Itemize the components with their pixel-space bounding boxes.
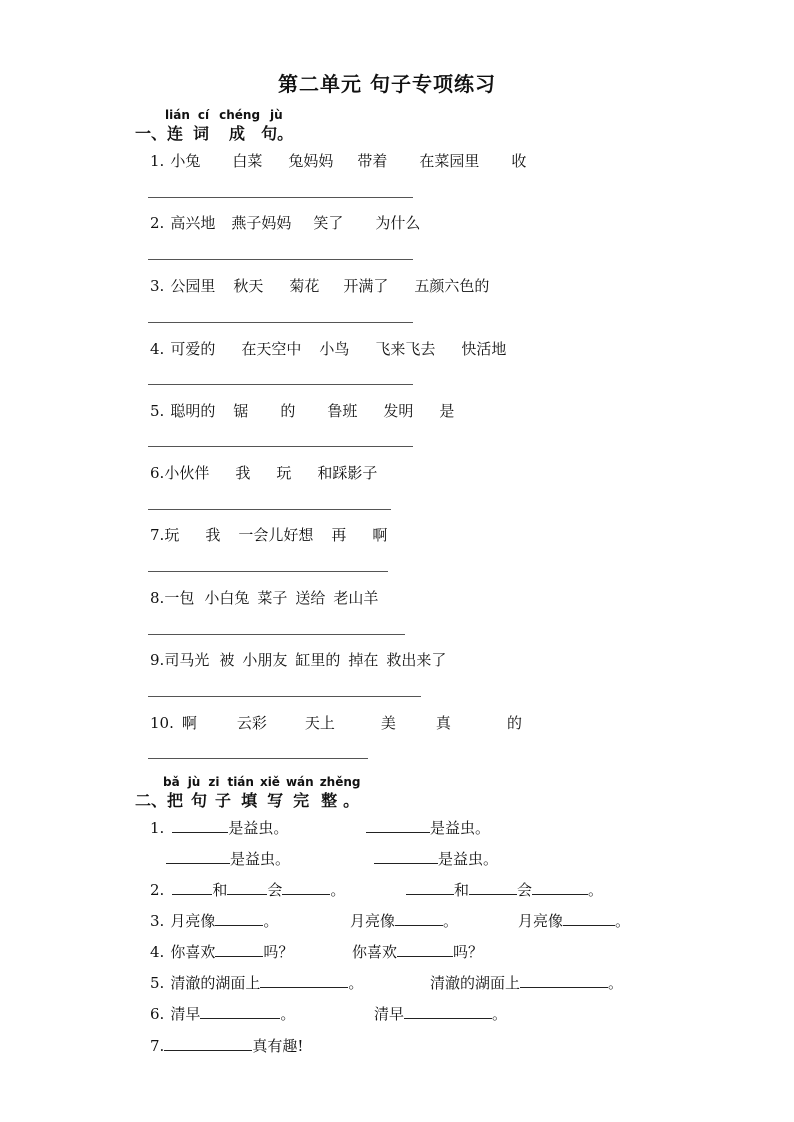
word: 是 — [439, 402, 455, 420]
fill-text: 会 — [267, 881, 283, 899]
word: 小朋友 — [242, 651, 288, 669]
word: 送给 — [295, 589, 326, 607]
fill-item — [374, 1003, 507, 1024]
word: 美 — [380, 714, 396, 732]
fill-item — [166, 848, 290, 869]
list-item — [150, 338, 506, 359]
pinyin-ba: bǎ — [163, 775, 180, 789]
item-number: 9. — [150, 651, 165, 669]
item-number: 4. — [150, 943, 165, 961]
word: 菜子 — [257, 589, 288, 607]
word: 兔妈妈 — [288, 152, 334, 170]
fill-text: 是益虫。 — [430, 819, 491, 837]
fill-text: 月亮像 — [170, 912, 216, 930]
word: 再 — [331, 526, 347, 544]
fill-text: 。 — [330, 881, 346, 899]
fill-text: 。 — [280, 1005, 296, 1023]
fill-text: 。 — [443, 912, 459, 930]
word: 啊 — [372, 526, 388, 544]
pinyin-xie: xiě — [259, 775, 280, 789]
list-item — [150, 150, 526, 171]
word: 飞来飞去 — [375, 340, 436, 358]
word: 缸里的 — [295, 651, 341, 669]
fill-text: 。 — [588, 881, 604, 899]
section1-number: 一、 — [135, 124, 168, 143]
word: 聪明的 — [170, 402, 216, 420]
word: 白菜 — [232, 152, 263, 170]
fill-item — [150, 1003, 295, 1024]
answer-line[interactable] — [148, 509, 391, 510]
word: 五颜六色的 — [414, 277, 490, 295]
fill-text: 月亮像 — [350, 912, 396, 930]
heading-char: 句 — [191, 791, 208, 810]
fill-blank[interactable] — [469, 879, 517, 895]
heading-char: 填 — [241, 791, 258, 810]
word: 开满了 — [343, 277, 389, 295]
fill-text: 吗？ — [453, 943, 484, 961]
heading-char: 写 — [267, 791, 284, 810]
fill-text: 清澈的湖面上 — [430, 974, 521, 992]
fill-item — [374, 848, 498, 869]
section1-heading — [135, 121, 293, 144]
word: 一会儿好想 — [238, 526, 314, 544]
pinyin-ci: cí — [197, 108, 210, 122]
fill-text: 和 — [454, 881, 470, 899]
pinyin-wan: wán — [285, 775, 314, 789]
pinyin-ju: jù — [187, 775, 201, 789]
word: 在天空中 — [241, 340, 302, 358]
word: 的 — [280, 402, 296, 420]
item-number: 6. — [150, 464, 165, 482]
word: 掉在 — [348, 651, 379, 669]
fill-blank[interactable] — [166, 848, 230, 864]
word: 小鸟 — [319, 340, 350, 358]
word: 天上 — [304, 714, 335, 732]
word: 小伙伴 — [164, 464, 210, 482]
answer-line[interactable] — [148, 446, 413, 447]
word: 公园里 — [170, 277, 216, 295]
fill-blank[interactable] — [282, 879, 330, 895]
fill-blank[interactable] — [374, 848, 438, 864]
fill-blank[interactable] — [260, 972, 348, 988]
list-item — [150, 587, 378, 608]
fill-item — [518, 910, 630, 931]
word: 老山羊 — [333, 589, 379, 607]
list-item — [150, 400, 454, 421]
fill-blank[interactable] — [532, 879, 588, 895]
list-item — [150, 524, 387, 545]
word: 玩 — [276, 464, 292, 482]
fill-text: 真有趣! — [252, 1037, 304, 1055]
list-item — [150, 212, 420, 233]
fill-blank[interactable] — [404, 1003, 492, 1019]
fill-text: 你喜欢 — [170, 943, 216, 961]
item-number: 5. — [150, 974, 165, 992]
word: 被 — [219, 651, 235, 669]
fill-item — [366, 817, 490, 838]
fill-text: 清早 — [170, 1005, 201, 1023]
fill-text: 。 — [608, 974, 624, 992]
item-number: 2. — [150, 881, 165, 899]
item-number: 1. — [150, 152, 165, 170]
word: 司马光 — [164, 651, 210, 669]
item-number: 3. — [150, 277, 165, 295]
fill-blank[interactable] — [172, 817, 228, 833]
word: 玩 — [164, 526, 180, 544]
fill-text: 月亮像 — [518, 912, 564, 930]
heading-char: 句 — [261, 124, 278, 143]
item-number: 3. — [150, 912, 165, 930]
list-item — [150, 462, 377, 483]
word: 的 — [506, 714, 522, 732]
pinyin-ju: jù — [270, 108, 283, 122]
fill-text: 是益虫。 — [230, 850, 291, 868]
word: 收 — [511, 152, 527, 170]
item-number: 8. — [150, 589, 165, 607]
section2-pinyin — [163, 775, 361, 789]
list-item — [150, 275, 489, 296]
fill-text: 吗？ — [263, 943, 294, 961]
fill-blank[interactable] — [215, 941, 263, 957]
pinyin-zheng: zhěng — [319, 775, 361, 789]
fill-text: 。 — [348, 974, 364, 992]
answer-line[interactable] — [148, 197, 413, 198]
word: 真 — [435, 714, 451, 732]
answer-line[interactable] — [148, 571, 388, 572]
fill-item — [150, 972, 363, 993]
fill-blank[interactable] — [520, 972, 608, 988]
fill-text: 。 — [263, 912, 279, 930]
word: 在菜园里 — [419, 152, 480, 170]
answer-line[interactable] — [148, 259, 413, 260]
answer-line[interactable] — [148, 384, 413, 385]
heading-char: 连 — [167, 124, 184, 143]
section1-pinyin — [165, 108, 283, 122]
item-number: 4. — [150, 340, 165, 358]
heading-char: 成 — [229, 124, 246, 143]
item-number: 1. — [150, 819, 165, 837]
page-title: 第二单元 句子专项练习 — [278, 72, 496, 96]
section2-heading — [135, 788, 359, 811]
fill-blank[interactable] — [172, 879, 212, 895]
fill-blank[interactable] — [366, 817, 430, 833]
fill-text: 是益虫。 — [438, 850, 499, 868]
list-item — [150, 649, 446, 670]
fill-item — [150, 1035, 303, 1056]
fill-blank[interactable] — [164, 1035, 252, 1051]
word: 和踩影子 — [317, 464, 378, 482]
fill-text: 和 — [212, 881, 228, 899]
answer-line[interactable] — [148, 696, 421, 697]
word: 我 — [205, 526, 221, 544]
word: 高兴地 — [170, 214, 216, 232]
heading-char: 整 — [321, 791, 338, 810]
word: 菊花 — [289, 277, 320, 295]
pinyin-tian: tián — [227, 775, 254, 789]
item-number: 7. — [150, 526, 165, 544]
heading-char: 把 — [167, 791, 184, 810]
fill-blank[interactable] — [227, 879, 267, 895]
answer-line[interactable] — [148, 322, 413, 323]
fill-item — [352, 941, 483, 962]
heading-char: 子 — [215, 791, 232, 810]
item-number: 7. — [150, 1037, 165, 1055]
word: 燕子妈妈 — [231, 214, 292, 232]
word: 秋天 — [233, 277, 264, 295]
pinyin-cheng: chéng — [219, 108, 261, 122]
word: 小兔 — [170, 152, 201, 170]
heading-char: 词 — [193, 124, 210, 143]
answer-line[interactable] — [148, 634, 405, 635]
fill-blank[interactable] — [200, 1003, 280, 1019]
item-number: 2. — [150, 214, 165, 232]
fill-text: 清早 — [374, 1005, 405, 1023]
fill-blank[interactable] — [215, 910, 263, 926]
word: 救出来了 — [386, 651, 447, 669]
fill-item — [406, 879, 603, 900]
word: 为什么 — [375, 214, 421, 232]
pinyin-zi: zi — [208, 775, 220, 789]
heading-char: 。 — [343, 791, 360, 810]
list-item — [150, 712, 522, 733]
item-number: 10. — [150, 714, 174, 732]
fill-item — [150, 910, 278, 931]
word: 带着 — [357, 152, 388, 170]
fill-item — [150, 941, 293, 962]
answer-line[interactable] — [148, 758, 368, 759]
fill-item — [430, 972, 623, 993]
word: 鲁班 — [327, 402, 358, 420]
fill-text: 清澈的湖面上 — [170, 974, 261, 992]
word: 可爱的 — [170, 340, 216, 358]
word: 笑了 — [313, 214, 344, 232]
fill-text: 。 — [492, 1005, 508, 1023]
word: 快活地 — [461, 340, 507, 358]
word: 我 — [235, 464, 251, 482]
fill-blank[interactable] — [397, 941, 453, 957]
heading-char: 完 — [293, 791, 310, 810]
word: 发明 — [383, 402, 414, 420]
fill-text: 你喜欢 — [352, 943, 398, 961]
fill-item — [150, 817, 288, 838]
fill-text: 会 — [517, 881, 533, 899]
section2-number: 二、 — [135, 791, 168, 810]
fill-text: 。 — [615, 912, 631, 930]
pinyin-lian: lián — [165, 108, 190, 122]
word: 一包 — [164, 589, 195, 607]
heading-char: 。 — [277, 124, 294, 143]
fill-item — [350, 910, 458, 931]
word: 啊 — [181, 714, 197, 732]
word: 锯 — [233, 402, 249, 420]
fill-blank[interactable] — [563, 910, 615, 926]
item-number: 6. — [150, 1005, 165, 1023]
fill-blank[interactable] — [406, 879, 454, 895]
fill-blank[interactable] — [395, 910, 443, 926]
item-number: 5. — [150, 402, 165, 420]
fill-text: 是益虫。 — [228, 819, 289, 837]
fill-item — [150, 879, 345, 900]
word: 小白兔 — [204, 589, 250, 607]
word: 云彩 — [236, 714, 267, 732]
